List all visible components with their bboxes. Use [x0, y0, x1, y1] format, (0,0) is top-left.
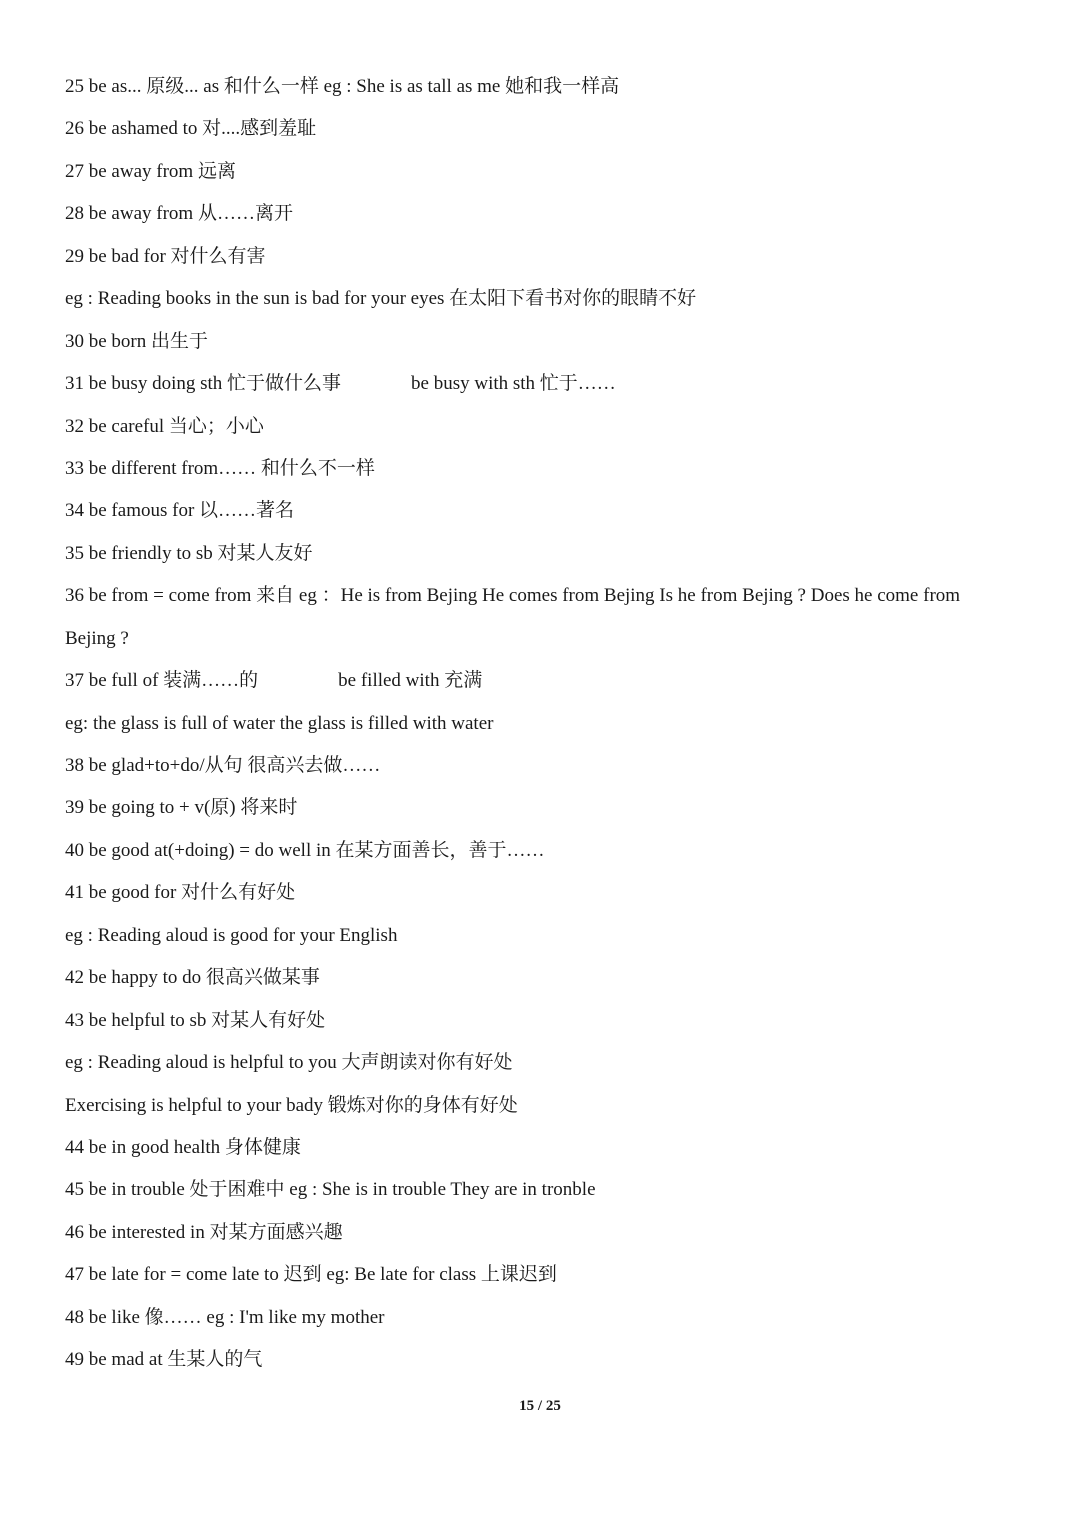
list-item [65, 830, 1040, 872]
list-item [65, 1254, 1040, 1296]
line-text: 25 be as... 原级... as 和什么一样 eg : She is as tall as me 她和我一样高 [65, 76, 620, 97]
list-item [65, 915, 1040, 957]
line-text: 35 be friendly to sb 对某人友好 [65, 542, 313, 564]
line-text: 30 be born 出生于 [65, 330, 209, 352]
list-item [65, 1297, 1040, 1339]
line-text: 47 be late for = come late to 迟到 eg: Be late for class 上课迟到 [65, 1264, 557, 1286]
list-item [65, 1042, 1040, 1084]
line-text: 33 be different from…… 和什么不一样 [65, 457, 375, 479]
list-item [65, 1000, 1040, 1042]
list-item [65, 618, 1040, 660]
list-item [65, 787, 1040, 829]
line-text: 39 be going to + v(原) 将来时 [65, 797, 298, 819]
line-text: 38 be glad+to+do/从句 很高兴去做…… [65, 755, 381, 776]
line-text-secondary: be filled with 充满 [338, 670, 483, 692]
line-text: 31 be busy doing sth 忙于做什么事 [65, 373, 342, 395]
list-item [65, 1127, 1040, 1169]
list-item [65, 66, 1040, 108]
list-item [65, 660, 1040, 702]
line-text: eg : Reading aloud is good for your English [65, 924, 398, 946]
line-text: Bejing ? [65, 627, 129, 649]
line-text: 37 be full of 装满……的 [65, 670, 259, 692]
line-text: 36 be from = come from 来自 eg ：He is from Bejing He comes from Bejing Is he from Bejing ? Does he come from [65, 585, 961, 607]
line-text: 32 be careful 当心；小心 [65, 415, 264, 437]
list-item [65, 533, 1040, 575]
line-text: 40 be good at(+doing) = do well in 在某方面善长，善于…… [65, 839, 545, 861]
list-item [65, 321, 1040, 363]
list-item [65, 406, 1040, 448]
list-item [65, 193, 1040, 235]
list-item [65, 363, 1040, 405]
list-item [65, 278, 1040, 320]
list-item [65, 703, 1040, 745]
list-item [65, 448, 1040, 490]
line-text: 46 be interested in 对某方面感兴趣 [65, 1221, 343, 1243]
line-text: 45 be in trouble 处于困难中 eg : She is in trouble They are in tronble [65, 1179, 596, 1201]
line-text: 29 be bad for 对什么有害 [65, 245, 266, 267]
list-item [65, 1085, 1040, 1127]
line-text: 44 be in good health 身体健康 [65, 1136, 301, 1158]
list-item [65, 957, 1040, 999]
list-item [65, 490, 1040, 532]
page-number: 15 / 25 [519, 1398, 561, 1414]
line-text: 27 be away from 远离 [65, 160, 236, 182]
vocabulary-list [65, 66, 1040, 1382]
list-item [65, 872, 1040, 914]
line-text: eg : Reading aloud is helpful to you 大声朗读对你有好处 [65, 1052, 513, 1074]
line-text: 49 be mad at 生某人的气 [65, 1349, 263, 1371]
line-text: eg : Reading books in the sun is bad for your eyes 在太阳下看书对你的眼睛不好 [65, 288, 697, 310]
line-text: 48 be like 像…… eg : I'm like my mother [65, 1306, 385, 1328]
line-text: eg: the glass is full of water the glass is filled with water [65, 712, 494, 734]
list-item [65, 745, 1040, 787]
line-text: 43 be helpful to sb 对某人有好处 [65, 1009, 326, 1031]
list-item [65, 1339, 1040, 1381]
line-text: 34 be famous for 以……著名 [65, 500, 295, 522]
list-item [65, 575, 1040, 617]
list-item [65, 236, 1040, 278]
line-text-secondary: be busy with sth 忙于…… [411, 373, 616, 395]
list-item [65, 1212, 1040, 1254]
line-text: 42 be happy to do 很高兴做某事 [65, 967, 320, 989]
line-text: 28 be away from 从……离开 [65, 203, 293, 225]
list-item [65, 151, 1040, 193]
list-item [65, 108, 1040, 150]
list-item [65, 1169, 1040, 1211]
line-text: 41 be good for 对什么有好处 [65, 882, 296, 904]
line-text: Exercising is helpful to your bady 锻炼对你的身体有好处 [65, 1094, 518, 1116]
line-text: 26 be ashamed to 对....感到羞耻 [65, 118, 317, 140]
